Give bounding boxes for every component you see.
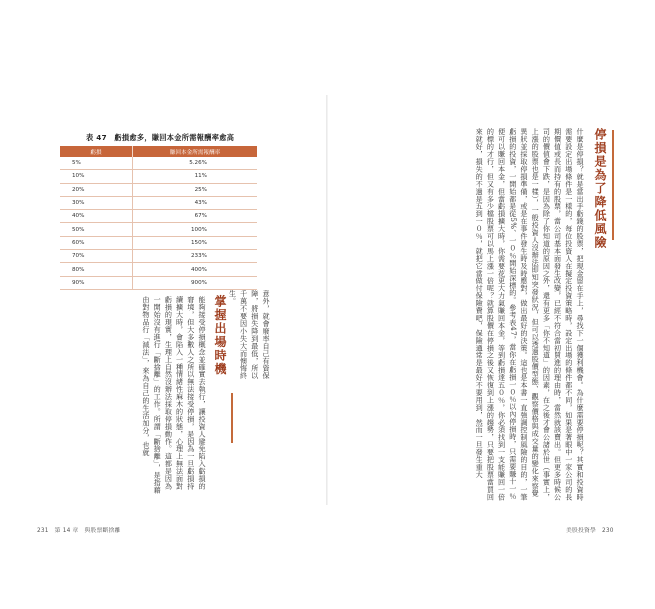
loss-cell: 60% bbox=[60, 236, 133, 249]
return-cell: 5.26% bbox=[133, 157, 258, 170]
loss-cell: 80% bbox=[60, 263, 133, 276]
header-loss: 虧損 bbox=[60, 146, 133, 157]
left-heading-rule bbox=[231, 393, 233, 443]
return-cell: 11% bbox=[133, 170, 258, 183]
return-cell: 25% bbox=[133, 183, 258, 196]
table-row bbox=[60, 210, 257, 223]
footer-left: 231 第 14 章 與股票斷捨離 bbox=[37, 528, 121, 534]
loss-cell: 20% bbox=[60, 183, 133, 196]
table-row bbox=[60, 276, 257, 289]
return-cell: 233% bbox=[133, 250, 258, 263]
right-heading-rule bbox=[612, 130, 614, 240]
return-cell: 67% bbox=[133, 210, 258, 223]
loss-cell: 70% bbox=[60, 250, 133, 263]
return-cell: 43% bbox=[133, 196, 258, 209]
footer-right: 美股投資學 230 bbox=[566, 528, 614, 534]
table-row bbox=[60, 236, 257, 249]
loss-return-table bbox=[60, 146, 257, 290]
loss-cell: 50% bbox=[60, 223, 133, 236]
loss-cell: 40% bbox=[60, 210, 133, 223]
header-required-return: 賺回本金所需報酬率 bbox=[133, 146, 258, 157]
return-cell: 900% bbox=[133, 276, 258, 289]
loss-cell: 10% bbox=[60, 170, 133, 183]
left-page bbox=[0, 0, 327, 609]
table-row bbox=[60, 183, 257, 196]
return-cell: 400% bbox=[133, 263, 258, 276]
loss-cell: 5% bbox=[60, 157, 133, 170]
left-heading: 掌握出場時機 bbox=[213, 295, 227, 376]
return-cell: 100% bbox=[133, 223, 258, 236]
loss-cell: 30% bbox=[60, 196, 133, 209]
return-cell: 150% bbox=[133, 236, 258, 249]
loss-cell: 90% bbox=[60, 276, 133, 289]
left-text-lower: 能夠接受停損概念並確實去執行，讓投資人避免陷入虧損的窘境，但大多數人之所以無法接受停損，是因為一旦虧損持續擴大時，會陷入一種情緒性麻木的狀態，心理上無法面對虧損的現實，生理上自然沒辦法採取停損動作。這都是因為一開始沒有進行「斷捨離」的工作。所謂「斷捨離」，是指藉由對物品行「減法」，來為自己的生活加分，也就 bbox=[141, 296, 207, 494]
right-page bbox=[328, 0, 655, 609]
right-text: 什麼是停損？就是當出手虧錢的股票，把現金留在手上，尋找下一個獲利機會。為什麼需要停損呢？其實和投資時需要設定出場條件是一樣的，每位投資人在擬定投資策略時，設定出場的條件都不同，如果是著眼中一家公司的長期價值或長而持有的股票，當公司基本面發生改變，已經不符合當初買進的理由時，當然就該賣出。但更多時候公司的價值會下跌，是因為除了你知道的原因之外，還有更多「你不知道」的因素，在之後才會公諸於世（事實上，上漲的股票也是一樣），一般投資人沒辦法即知突發狀況，但可以透過股價型態、觀察價格與成交量的變化來察覺異狀並採取停損準備，或是在事件發生時及時應對，做出最好的決策。這也是本書一直強調控制風險的目的，一筆虧損的投資，一開始都是從5%、一０％開始深標的。參考表47，當你在虧損一０％以內停損時，只需要賺十一％便可以賺回本金，但當虧損擴大時，你需要花更大力氣賺回本金，等到虧損達五０％，你必須找到一支能賺回一倍的標的才行，但又有多少檔股票可以馬上漲一倍呢？就算股價在停損之後又恢復到上漲的趨勢，只要把股票當買回來就好，損失的不過是五到一０％，就把它當做付保險費吧，保險通常是最好不要用到，然而一旦發生重大 bbox=[475, 128, 585, 501]
table-row bbox=[60, 223, 257, 236]
table-row bbox=[60, 250, 257, 263]
table-header-row bbox=[60, 146, 257, 157]
table-row bbox=[60, 263, 257, 276]
table-row bbox=[60, 196, 257, 209]
left-text-upper: 意外，就會廢率自己有資保障，將損失降到最低，所以千萬不要因小失大而懊悔終生。 bbox=[228, 290, 271, 380]
table-row bbox=[60, 170, 257, 183]
right-heading: 停損是為了降低風險 bbox=[593, 128, 607, 250]
table-caption: 表 47 虧損愈多，賺回本金所需報酬率愈高 bbox=[86, 133, 235, 142]
table-row bbox=[60, 157, 257, 170]
